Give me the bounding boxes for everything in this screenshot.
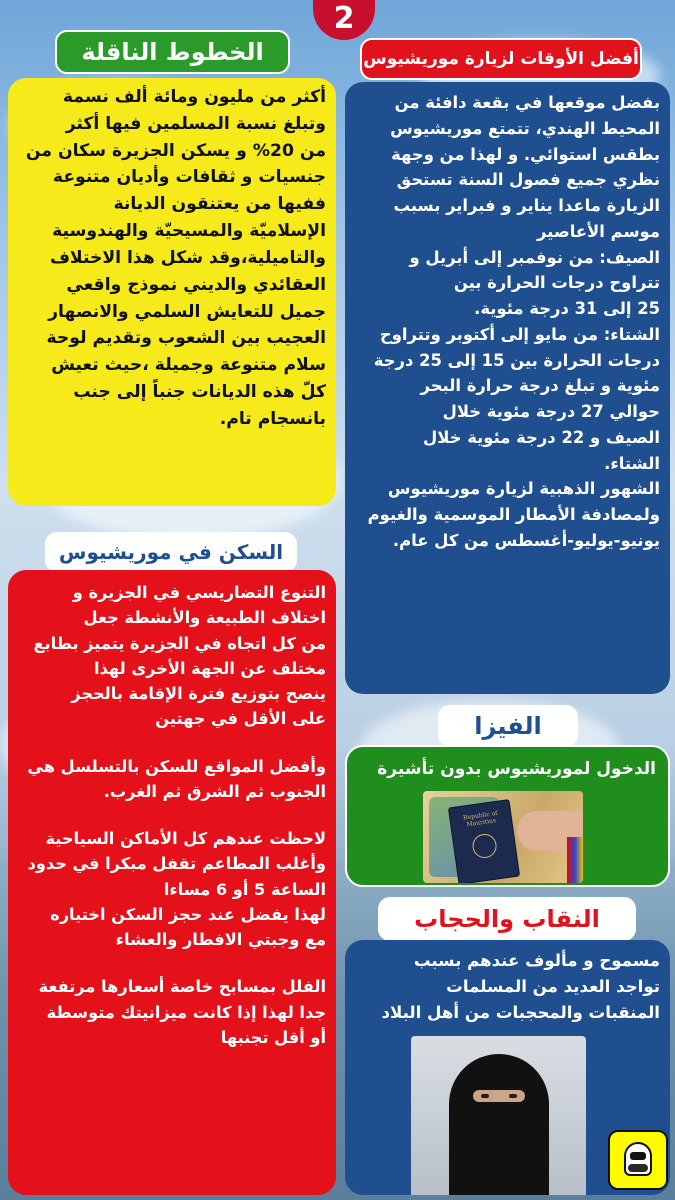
housing-line: مع وجبتي الافطار والعشاء bbox=[115, 930, 326, 950]
best-times-line: مئوية و تبلغ درجة حرارة البحر bbox=[420, 376, 660, 396]
housing-line: الساعة 5 أو 6 مساءا bbox=[163, 879, 326, 899]
transport-line: والتاميلية،وقد شكل هذا الاختلاف bbox=[49, 247, 326, 268]
best-times-line: بفضل موقعها في بقعة دافئة من bbox=[394, 93, 660, 112]
transport-line: ففيها من يعتنقون الديانة bbox=[113, 194, 326, 215]
visa-text: الدخول لموريشيوس بدون تأشيرة bbox=[377, 759, 656, 779]
housing-line: من كل اتجاه في الجزيرة يتميز بطابع bbox=[33, 633, 326, 653]
best-times-title: أفضل الأوقات لزيارة موريشيوس bbox=[360, 38, 642, 80]
niqab-line: المنقبات والمحجبات من أهل البلاد bbox=[381, 1002, 660, 1022]
housing-line: الجنوب ثم الشرق ثم الغرب. bbox=[103, 781, 326, 801]
best-times-line: الزيارة ماعدا يناير و فبراير بسبب bbox=[393, 196, 660, 215]
best-times-line: درجات الحرارة بين 15 إلى 25 درجة bbox=[373, 350, 660, 370]
housing-line: ينصح بتوزيع فترة الإقامة بالحجز bbox=[71, 684, 326, 704]
transport-text bbox=[16, 84, 326, 433]
best-times-line: ولمصادفة الأمطار الموسمية والغيوم bbox=[367, 505, 660, 524]
housing-line: وأفضل المواقع للسكن بالتسلسل هي bbox=[27, 756, 326, 776]
housing-line: لهذا يفضل عند حجز السكن اختياره bbox=[50, 904, 326, 924]
transport-line: من 20% و يسكن الجزيرة سكان من bbox=[25, 140, 326, 161]
passport-icon bbox=[423, 791, 583, 883]
housing-line: التنوع التضاريسي في الجزيرة و bbox=[72, 583, 326, 602]
housing-line: جدا لهذا إذا كانت ميزانيتك متوسطة bbox=[46, 1002, 326, 1022]
niqab-line: مسموح و مألوف عندهم بسبب bbox=[413, 951, 660, 970]
housing-line: الفلل بمسابح خاصة أسعارها مرتفعة bbox=[38, 977, 326, 997]
niqab-text bbox=[353, 948, 660, 1026]
visa-panel bbox=[345, 745, 670, 887]
niqab-line: تواجد العديد من المسلمات bbox=[446, 976, 660, 996]
snapcode-icon[interactable] bbox=[608, 1130, 668, 1190]
niqab-woman-photo bbox=[411, 1036, 586, 1195]
housing-line: مختلف عن الجهة الأخرى لهذا bbox=[94, 658, 326, 678]
housing-paragraph bbox=[16, 826, 326, 952]
best-times-line: حوالي 27 درجة مئوية خلال bbox=[442, 402, 660, 421]
housing-line: اختلاف الطبيعة والأنشطة جعل bbox=[83, 608, 326, 628]
best-times-line: يونيو-يوليو-أغسطس من كل عام. bbox=[392, 530, 660, 550]
transport-line: العقائدي والديني نموذج واقعي bbox=[66, 274, 326, 295]
housing-line: وأغلب المطاعم تقفل مبكرا في حدود bbox=[27, 854, 326, 874]
best-times-text bbox=[353, 90, 660, 554]
best-times-line: بطقس استوائي. و لهذا من وجهة bbox=[391, 144, 660, 164]
niqab-title: النقاب والحجاب bbox=[378, 897, 636, 941]
housing-line: أو أقل تجنبها bbox=[220, 1027, 326, 1047]
best-times-line: موسم الأعاصير bbox=[536, 221, 660, 241]
best-times-line: الشتاء: من مايو إلى أكتوبر وتتراوح bbox=[379, 324, 660, 344]
housing-panel bbox=[8, 570, 336, 1195]
transport-panel bbox=[8, 78, 336, 506]
transport-line: وتبلغ نسبة المسلمين فيها أكثر bbox=[65, 113, 326, 134]
best-times-panel bbox=[345, 82, 670, 694]
transport-title: الخطوط الناقلة bbox=[55, 30, 290, 74]
best-times-line: 25 إلى 31 درجة مئوية. bbox=[474, 299, 660, 318]
best-times-line: الشتاء. bbox=[604, 453, 660, 473]
visa-title: الفيزا bbox=[438, 705, 578, 747]
housing-line: على الأقل في جهتين bbox=[155, 709, 326, 729]
best-times-line: الصيف: من نوفمبر إلى أبريل و bbox=[409, 247, 660, 267]
transport-line: الإسلاميّة والمسيحيّة والهندوسية bbox=[52, 221, 326, 242]
transport-line: العجيب بين الشعوب وتقديم لوحة bbox=[46, 328, 326, 349]
transport-line: جميل للتعايش السلمي والانصهار bbox=[48, 301, 326, 322]
best-times-line: الصيف و 22 درجة مئوية خلال bbox=[423, 427, 660, 447]
best-times-line: تتراوح درجات الحرارة بين bbox=[453, 273, 660, 293]
housing-line: لاحظت عندهم كل الأماكن السياحية bbox=[45, 829, 326, 849]
housing-paragraph bbox=[16, 754, 326, 805]
transport-line: بانسجام تام. bbox=[219, 408, 326, 429]
housing-text bbox=[16, 580, 326, 1050]
transport-line: كلّ هذه الديانات جنباً إلى جنب bbox=[73, 382, 326, 403]
passport-cover-text: Republic of Mauritius bbox=[462, 809, 498, 829]
best-times-line: المحيط الهندي، تتمتع موريشيوس bbox=[390, 118, 660, 138]
page-number-badge: 2 bbox=[313, 0, 375, 40]
best-times-line: الشهور الذهبية لزيارة موريشيوس bbox=[387, 479, 660, 499]
best-times-line: نظري جميع فصول السنة تستحق bbox=[396, 170, 660, 190]
transport-line: أكثر من مليون ومائة ألف نسمة bbox=[62, 87, 326, 107]
transport-line: سلام متنوعة وجميلة ،حيث تعيش bbox=[51, 355, 326, 376]
transport-line: جنسيات و ثقافات وأديان متنوعة bbox=[52, 167, 326, 188]
housing-paragraph bbox=[16, 580, 326, 732]
housing-paragraph bbox=[16, 974, 326, 1050]
housing-title: السكن في موريشيوس bbox=[45, 532, 297, 572]
